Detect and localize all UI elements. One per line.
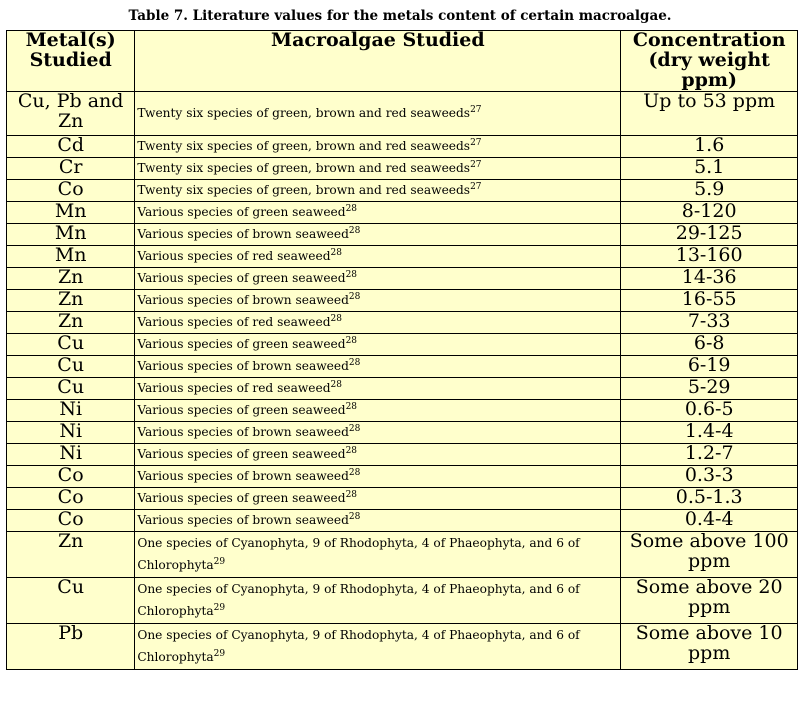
metal-cell: Ni bbox=[7, 400, 135, 422]
concentration-cell: 0.3-3 bbox=[621, 466, 798, 488]
algae-cell bbox=[135, 246, 621, 268]
reference-number: 28 bbox=[345, 336, 358, 347]
reference-number: 27 bbox=[470, 105, 482, 116]
algae-cell bbox=[135, 92, 621, 136]
reference-number: 28 bbox=[348, 468, 361, 479]
algae-description: Various species of brown seaweed bbox=[137, 359, 349, 374]
algae-description: Various species of green seaweed bbox=[137, 205, 346, 220]
reference-number: 27 bbox=[470, 160, 482, 171]
table-row bbox=[7, 158, 798, 180]
table-row bbox=[7, 312, 798, 334]
metal-cell: Cu bbox=[7, 334, 135, 356]
metal-cell: Cu bbox=[7, 578, 135, 624]
algae-cell bbox=[135, 290, 621, 312]
algae-cell bbox=[135, 224, 621, 246]
algae-cell bbox=[135, 444, 621, 466]
algae-description: Various species of green seaweed bbox=[137, 403, 346, 418]
concentration-cell: 0.5-1.3 bbox=[621, 488, 798, 510]
algae-cell bbox=[135, 158, 621, 180]
algae-description: Various species of brown seaweed bbox=[137, 425, 349, 440]
table-row bbox=[7, 510, 798, 532]
table-row bbox=[7, 356, 798, 378]
metal-cell: Ni bbox=[7, 422, 135, 444]
table-row bbox=[7, 444, 798, 466]
concentration-cell: 13-160 bbox=[621, 246, 798, 268]
table-row bbox=[7, 488, 798, 510]
metal-cell: Cr bbox=[7, 158, 135, 180]
metal-cell: Mn bbox=[7, 246, 135, 268]
concentration-cell: Some above 100 ppm bbox=[621, 532, 798, 578]
metal-cell: Co bbox=[7, 466, 135, 488]
concentration-cell: 5.9 bbox=[621, 180, 798, 202]
algae-description: Various species of brown seaweed bbox=[137, 293, 349, 308]
algae-description: Various species of red seaweed bbox=[137, 249, 331, 264]
table-row bbox=[7, 224, 798, 246]
table-body bbox=[7, 92, 798, 670]
metal-cell: Cu bbox=[7, 378, 135, 400]
header-row bbox=[7, 31, 798, 92]
metal-cell: Zn bbox=[7, 268, 135, 290]
table-row bbox=[7, 532, 798, 578]
reference-number: 28 bbox=[348, 512, 361, 523]
algae-cell bbox=[135, 180, 621, 202]
concentration-cell: 6-19 bbox=[621, 356, 798, 378]
algae-cell bbox=[135, 400, 621, 422]
concentration-cell: 29-125 bbox=[621, 224, 798, 246]
reference-number: 28 bbox=[330, 248, 342, 259]
concentration-cell: 1.4-4 bbox=[621, 422, 798, 444]
metal-cell: Mn bbox=[7, 224, 135, 246]
table-row bbox=[7, 578, 798, 624]
table-row bbox=[7, 378, 798, 400]
reference-number: 28 bbox=[348, 358, 361, 369]
concentration-cell: 6-8 bbox=[621, 334, 798, 356]
algae-description: Various species of brown seaweed bbox=[137, 227, 349, 242]
algae-description: One species of Cyanophyta, 9 of Rhodophyta, 4 of Phaeophyta, and 6 of Chlorophyta bbox=[137, 536, 580, 572]
metal-cell: Pb bbox=[7, 624, 135, 670]
concentration-cell: 8-120 bbox=[621, 202, 798, 224]
reference-number: 28 bbox=[345, 402, 358, 413]
concentration-cell: Up to 53 ppm bbox=[621, 92, 798, 136]
algae-description: One species of Cyanophyta, 9 of Rhodophyta, 4 of Phaeophyta, and 6 of Chlorophyta bbox=[137, 628, 580, 664]
algae-cell bbox=[135, 378, 621, 400]
algae-description: Various species of brown seaweed bbox=[137, 513, 349, 528]
header-concentration: Concentration (dry weight ppm) bbox=[621, 31, 798, 92]
header-metal: Metal(s) Studied bbox=[7, 31, 135, 92]
concentration-cell: 1.2-7 bbox=[621, 444, 798, 466]
algae-cell bbox=[135, 356, 621, 378]
reference-number: 28 bbox=[345, 446, 358, 457]
algae-description: Various species of green seaweed bbox=[137, 271, 346, 286]
algae-cell bbox=[135, 488, 621, 510]
algae-cell bbox=[135, 510, 621, 532]
table-caption: Table 7. Literature values for the metals content of certain macroalgae. bbox=[128, 8, 672, 24]
concentration-cell: Some above 10 ppm bbox=[621, 624, 798, 670]
reference-number: 29 bbox=[213, 648, 226, 659]
table-row bbox=[7, 92, 798, 136]
reference-number: 28 bbox=[348, 424, 361, 435]
concentration-cell: 7-33 bbox=[621, 312, 798, 334]
algae-cell bbox=[135, 466, 621, 488]
metal-cell: Ni bbox=[7, 444, 135, 466]
algae-cell bbox=[135, 136, 621, 158]
reference-number: 27 bbox=[470, 182, 482, 193]
concentration-cell: 5.1 bbox=[621, 158, 798, 180]
algae-cell bbox=[135, 312, 621, 334]
algae-cell bbox=[135, 202, 621, 224]
algae-description: Twenty six species of green, brown and red seaweeds bbox=[137, 183, 471, 198]
reference-number: 28 bbox=[345, 490, 358, 501]
algae-description: Various species of green seaweed bbox=[137, 491, 346, 506]
metal-cell: Zn bbox=[7, 290, 135, 312]
algae-cell bbox=[135, 422, 621, 444]
table-row bbox=[7, 180, 798, 202]
reference-number: 28 bbox=[330, 314, 342, 325]
algae-cell bbox=[135, 334, 621, 356]
table-row bbox=[7, 422, 798, 444]
algae-cell bbox=[135, 624, 621, 670]
table-row bbox=[7, 290, 798, 312]
algae-cell bbox=[135, 268, 621, 290]
algae-cell bbox=[135, 532, 621, 578]
table-row bbox=[7, 202, 798, 224]
algae-description: Various species of red seaweed bbox=[137, 315, 331, 330]
algae-description: Various species of brown seaweed bbox=[137, 469, 349, 484]
table-row bbox=[7, 268, 798, 290]
concentration-cell: 0.4-4 bbox=[621, 510, 798, 532]
metal-cell: Cu bbox=[7, 356, 135, 378]
reference-number: 29 bbox=[213, 602, 226, 613]
reference-number: 28 bbox=[348, 292, 361, 303]
concentration-cell: Some above 20 ppm bbox=[621, 578, 798, 624]
concentration-cell: 1.6 bbox=[621, 136, 798, 158]
algae-cell bbox=[135, 578, 621, 624]
metal-cell: Mn bbox=[7, 202, 135, 224]
reference-number: 28 bbox=[348, 226, 361, 237]
metal-cell: Zn bbox=[7, 532, 135, 578]
table-row bbox=[7, 400, 798, 422]
algae-description: Twenty six species of green, brown and red seaweeds bbox=[137, 161, 471, 176]
metal-cell: Co bbox=[7, 180, 135, 202]
metal-cell: Cd bbox=[7, 136, 135, 158]
metal-cell: Cu, Pb and Zn bbox=[7, 92, 135, 136]
algae-description: One species of Cyanophyta, 9 of Rhodophyta, 4 of Phaeophyta, and 6 of Chlorophyta bbox=[137, 582, 580, 618]
reference-number: 28 bbox=[345, 204, 358, 215]
metal-cell: Zn bbox=[7, 312, 135, 334]
metals-table bbox=[6, 30, 798, 670]
concentration-cell: 5-29 bbox=[621, 378, 798, 400]
metal-cell: Co bbox=[7, 488, 135, 510]
algae-description: Various species of red seaweed bbox=[137, 381, 331, 396]
concentration-cell: 16-55 bbox=[621, 290, 798, 312]
reference-number: 28 bbox=[330, 380, 342, 391]
algae-description: Various species of green seaweed bbox=[137, 337, 346, 352]
table-row bbox=[7, 246, 798, 268]
concentration-cell: 14-36 bbox=[621, 268, 798, 290]
reference-number: 28 bbox=[345, 270, 358, 281]
algae-description: Twenty six species of green, brown and red seaweeds bbox=[137, 106, 471, 121]
table-row bbox=[7, 334, 798, 356]
algae-description: Twenty six species of green, brown and red seaweeds bbox=[137, 139, 471, 154]
concentration-cell: 0.6-5 bbox=[621, 400, 798, 422]
table-row bbox=[7, 136, 798, 158]
metal-cell: Co bbox=[7, 510, 135, 532]
reference-number: 29 bbox=[213, 556, 226, 567]
reference-number: 27 bbox=[470, 138, 482, 149]
table-row bbox=[7, 466, 798, 488]
table-row bbox=[7, 624, 798, 670]
algae-description: Various species of green seaweed bbox=[137, 447, 346, 462]
header-algae: Macroalgae Studied bbox=[135, 31, 621, 92]
